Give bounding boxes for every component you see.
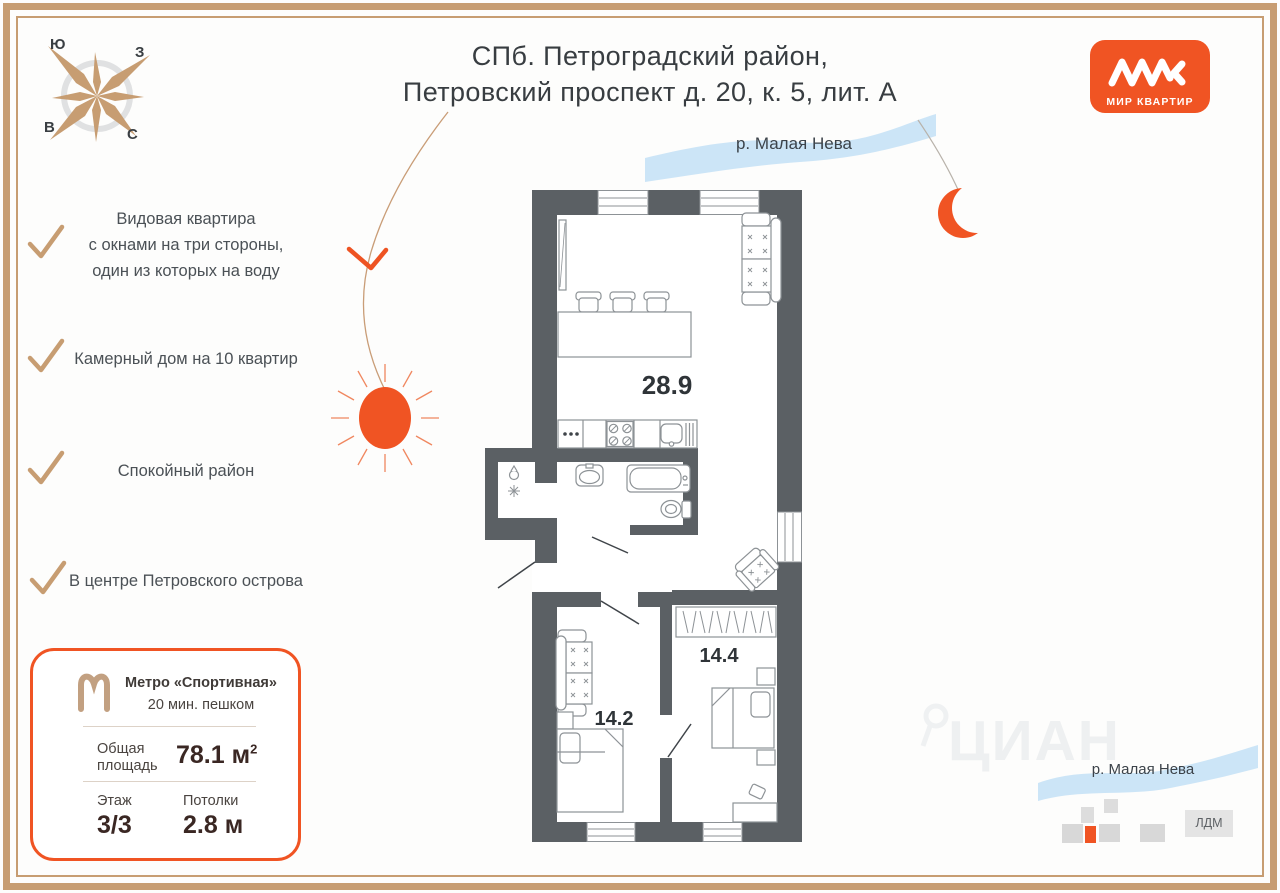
area-value: 78.1 $м^2$ (176, 741, 258, 769)
toilet (661, 501, 691, 519)
bathtub (627, 465, 690, 492)
floor-value: 3/3 (97, 811, 132, 839)
floor-label: Этаж (97, 793, 132, 809)
compass-label-west: З (135, 44, 145, 61)
sun-path-arc (349, 112, 448, 388)
ldm-building-label: ЛДМ (1185, 810, 1233, 837)
ceiling-label: Потолки (183, 793, 239, 809)
compass-label-east: В (44, 119, 55, 136)
sofa-living (742, 213, 781, 305)
sun-icon (331, 364, 439, 472)
mir-kvartir-wordmark: МИР КВАРТИР (1106, 96, 1194, 108)
room-area-living-kitchen: 28.9 (641, 370, 693, 400)
kitchen-counter (558, 420, 697, 448)
card-divider (83, 781, 256, 782)
compass-label-north: С (127, 126, 138, 143)
watermark-pin-icon (923, 706, 946, 746)
compass-label-south: Ю (50, 36, 66, 53)
title-line-2: Петровский проспект д. 20, к. 5, лит. А (402, 77, 898, 107)
sofa-bedroom-left (556, 630, 592, 716)
info-card (30, 648, 301, 861)
mini-map (1062, 799, 1165, 843)
metro-station: Метро «Спортивная» (125, 675, 277, 691)
area-label: Общая площадь (97, 741, 158, 774)
bathroom-sink (576, 464, 603, 486)
moon-icon (938, 183, 1002, 238)
drawer-dots (563, 432, 579, 436)
river-label-top: р. Малая Нева (735, 134, 853, 153)
metro-icon (75, 671, 113, 713)
cian-watermark: ЦИАН (948, 709, 1121, 773)
feature-island-center: В центре Петровского острова (69, 572, 303, 590)
ceiling-value: 2.8 м (183, 811, 244, 839)
card-divider (83, 726, 256, 727)
feature-small-house: Камерный дом на 10 квартир (74, 350, 298, 368)
room-area-bedroom-right: 14.4 (699, 645, 739, 667)
mirror (559, 220, 566, 290)
floor-plan (485, 190, 802, 842)
metro-walk-time: 20 мин. пешком (147, 697, 255, 713)
feature-view-apartment: Видовая квартира с окнами на три стороны, один из которых на воду (88, 210, 284, 280)
wardrobe (676, 607, 776, 637)
feature-quiet-district: Спокойный район (117, 462, 255, 480)
area-superscript: 2 (250, 741, 258, 757)
mir-kvartir-logo (1090, 40, 1210, 113)
highlighted-building (1085, 826, 1096, 843)
page-title (290, 38, 1010, 110)
title-line-1: СПб. Петроградский район, (471, 41, 829, 71)
stove (607, 422, 633, 447)
river-label-bottom: р. Малая Нева (1091, 761, 1195, 778)
room-area-bedroom-left: 14.2 (594, 708, 634, 730)
